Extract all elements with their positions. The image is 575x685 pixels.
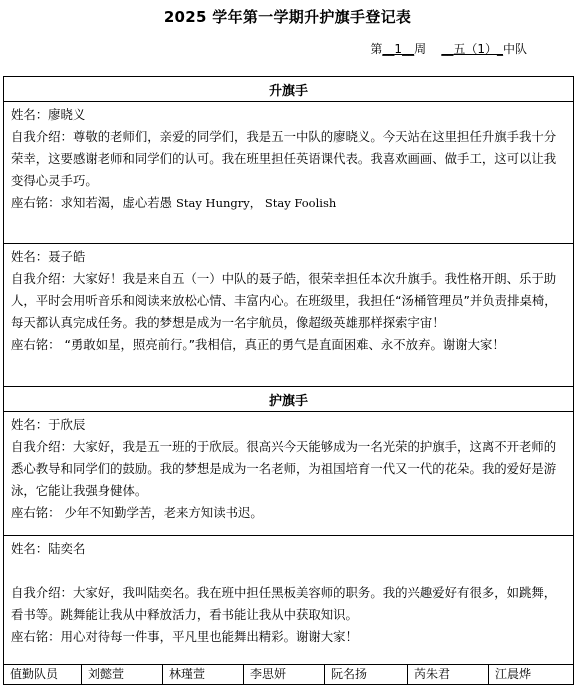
flag-guards-heading: 护旗手	[4, 387, 574, 412]
duty-member: 李思妍	[244, 665, 325, 685]
motto-english: Stay Hungry， Stay Foolish	[176, 196, 337, 210]
name-line: 姓名：陆奕名	[11, 541, 86, 556]
week-class-info: 第__1__周 __五（1）_中队	[370, 42, 527, 56]
motto-line: 座右铭： 少年不知勤学苦，老来方知读书迟。	[11, 505, 263, 520]
name-line: 姓名：聂子皓	[11, 249, 86, 264]
intro-line: 自我介绍：大家好，我是五一班的于欣辰。很高兴今天能够成为一名光荣的护旗手，这离不开老师的悉心教导和同学们的鼓励。我的梦想是成为一名老师，为祖国培育一代又一代的花朵。我的爱好是游泳，它能让我强身健体。	[11, 439, 557, 498]
week-prefix: 第	[370, 42, 383, 56]
intro-text: 大家好，我叫陆奕名。我在班中担任黑板美容师的职务。我的兴趣爱好有很多，如跳舞，看书等。跳舞能让我从中释放活力，看书能让我从中获取知识。	[11, 585, 557, 622]
motto-line: 座右铭：用心对待每一件事，平凡里也能舞出精彩。谢谢大家！	[11, 629, 358, 644]
intro-line: 自我介绍：大家好！我是来自五（一）中队的聂子皓，很荣幸担任本次升旗手。我性格开朗、乐于助人，平时会用听音乐和阅读来放松心情、丰富内心。在班级里，我担任“汤桶管理员”并负责排桌椅，每天都认真完成任务。我的梦想是成为一名宇航员，像超级英雄那样探索宇宙！	[11, 271, 557, 330]
flag-raiser-entry-1	[4, 102, 574, 244]
flag-guard-entry-2	[4, 536, 574, 665]
class-suffix: 中队	[502, 42, 527, 56]
document-title: 2025 学年第一学期升护旗手登记表	[163, 8, 412, 26]
duty-member: 江晨烨	[489, 665, 574, 685]
intro-text: 尊敬的老师们，亲爱的同学们，我是五一中队的廖晓义。今天站在这里担任升旗手我十分荣幸，这要感谢老师和同学们的认可。我在班里担任英语课代表。我喜欢画画、做手工，这可以让我变得心灵手巧。	[11, 129, 557, 188]
flag-raisers-heading: 升旗手	[4, 77, 574, 102]
intro-text: 大家好，我是五一班的于欣辰。很高兴今天能够成为一名光荣的护旗手，这离不开老师的悉心教导和同学们的鼓励。我的梦想是成为一名老师，为祖国培育一代又一代的花朵。我的爱好是游泳，它能让我强身健体。	[11, 439, 557, 498]
duty-member: 刘懿萱	[82, 665, 163, 685]
motto-text: “勇敢如星，照亮前行。”我相信，真正的勇气是直面困难、永不放弃。谢谢大家！	[60, 337, 505, 352]
student-name: 廖晓义	[48, 107, 86, 122]
duty-team-label: 值勤队员	[4, 665, 82, 685]
name-line: 姓名：于欣辰	[11, 417, 86, 432]
motto-text: 少年不知勤学苦，老来方知读书迟。	[60, 505, 263, 520]
week-number: __1__	[382, 42, 415, 56]
duty-member: 阮名扬	[325, 665, 408, 685]
student-name: 陆奕名	[48, 541, 86, 556]
student-name: 于欣辰	[48, 417, 86, 432]
flag-guard-entry-1	[4, 412, 574, 536]
motto-line: 座右铭： “勇敢如星，照亮前行。”我相信，真正的勇气是直面困难、永不放弃。谢谢大家！	[11, 337, 505, 352]
motto-line: 座右铭：求知若渴，虚心若愚 Stay Hungry， Stay Foolish	[11, 195, 337, 210]
duty-member: 林瑾萱	[163, 665, 244, 685]
flag-raiser-entry-2	[4, 244, 574, 387]
duty-member: 芮朱君	[408, 665, 489, 685]
name-line: 姓名：廖晓义	[11, 107, 86, 122]
motto-text: 求知若渴，虚心若愚	[60, 195, 173, 210]
registration-table	[3, 76, 574, 685]
intro-line: 自我介绍：大家好，我叫陆奕名。我在班中担任黑板美容师的职务。我的兴趣爱好有很多，如跳舞，看书等。跳舞能让我从中释放活力，看书能让我从中获取知识。	[11, 585, 557, 622]
intro-line: 自我介绍：尊敬的老师们，亲爱的同学们，我是五一中队的廖晓义。今天站在这里担任升旗手我十分荣幸，这要感谢老师和同学们的认可。我在班里担任英语课代表。我喜欢画画、做手工，这可以让我变得心灵手巧。	[11, 129, 557, 188]
week-suffix: 周	[414, 42, 427, 56]
motto-text: 用心对待每一件事，平凡里也能舞出精彩。谢谢大家！	[60, 629, 358, 644]
student-name: 聂子皓	[48, 249, 86, 264]
intro-text: 大家好！我是来自五（一）中队的聂子皓，很荣幸担任本次升旗手。我性格开朗、乐于助人，平时会用听音乐和阅读来放松心情、丰富内心。在班级里，我担任“汤桶管理员”并负责排桌椅，每天都认真完成任务。我的梦想是成为一名宇航员，像超级英雄那样探索宇宙！	[11, 271, 557, 330]
class-name: __五（1）	[441, 42, 497, 56]
